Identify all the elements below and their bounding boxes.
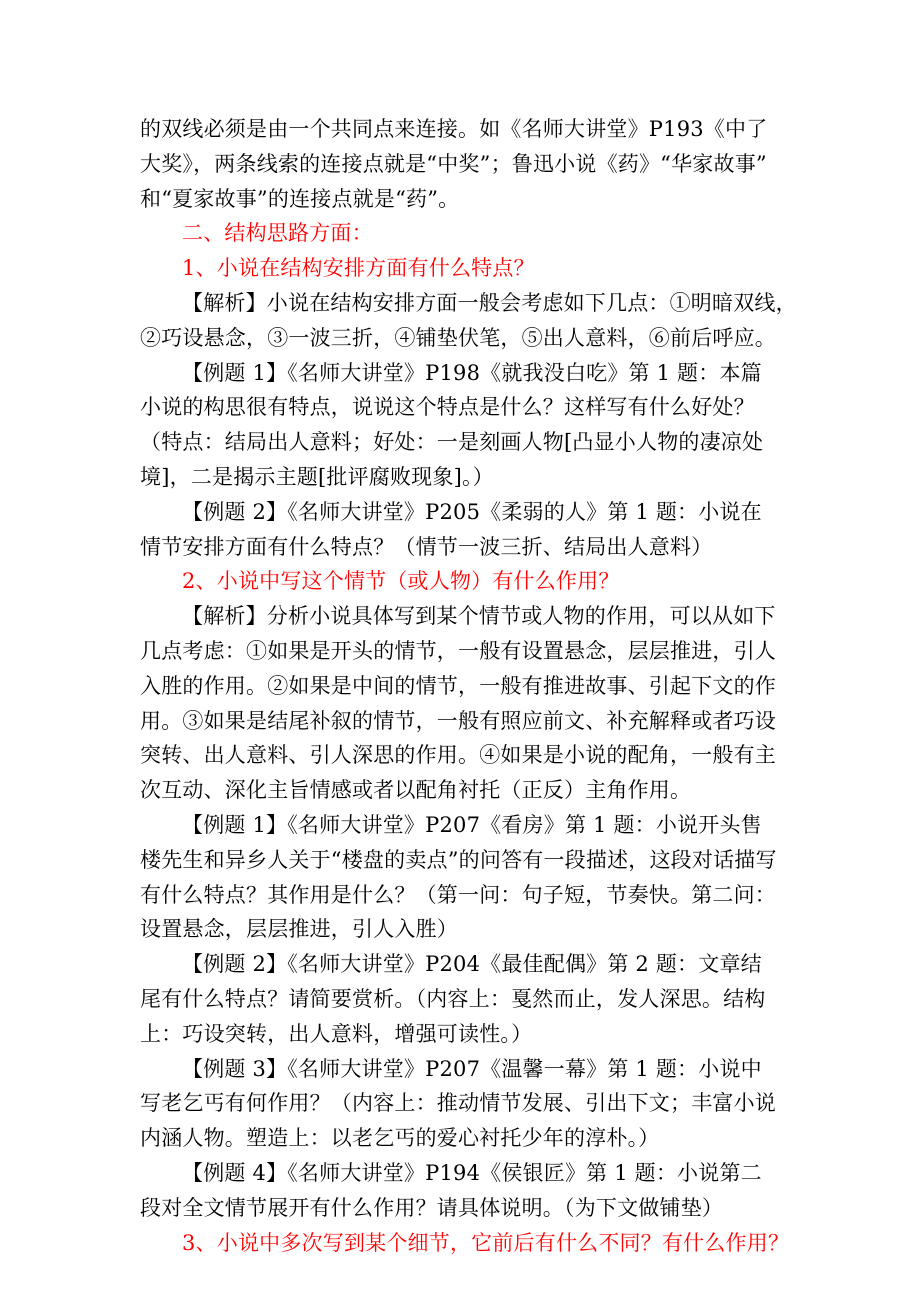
paragraph-line: 设置悬念，层层推进，引人入胜） [140,917,458,942]
paragraph-line: 尾有什么特点？请简要赏析。（内容上：戛然而止，发人深思。结构 [140,986,766,1011]
section-heading-line: 2、小说中写这个情节（或人物）有什么作用？ [182,569,620,594]
paragraph-line: 大奖》，两条线索的连接点就是“中奖”；鲁迅小说《药》“华家故事” [140,151,767,176]
paragraph-line: 段对全文情节展开有什么作用？请具体说明。（为下文做铺垫） [140,1195,724,1220]
paragraph-line: 突转、出人意料、引人深思的作用。④如果是小说的配角，一般有主 [140,743,776,768]
paragraph-line: 写老乞丐有何作用？（内容上：推动情节发展、引出下文；丰富小说 [140,1091,776,1116]
paragraph-line: 情节安排方面有什么特点？（情节一波三折、结局出人意料） [140,534,713,559]
section-heading-line: 1、小说在结构安排方面有什么特点？ [182,256,535,281]
paragraph-line: 上：巧设突转，出人意料，增强可读性。） [140,1021,533,1046]
document-body [140,112,797,1260]
paragraph-line: 次互动、深化主旨情感或者以配角衬托（正反）主角作用。 [140,778,692,803]
paragraph-line: 境]，二是揭示主题[批评腐败现象]。） [140,464,494,489]
paragraph-line: 【解析】分析小说具体写到某个情节或人物的作用，可以从如下 [182,604,776,629]
paragraph-line: 【例题 3】《名师大讲堂》P207《温馨一幕》第 1 题：小说中 [182,1056,762,1081]
paragraph-line: 【解析】小说在结构安排方面一般会考虑如下几点：①明暗双线， [182,290,797,315]
paragraph-line: 用。③如果是结尾补叙的情节，一般有照应前文、补充解释或者巧设 [140,708,776,733]
paragraph-line: 入胜的作用。②如果是中间的情节，一般有推进故事、引起下文的作 [140,673,776,698]
section-heading-line: 3、小说中多次写到某个细节，它前后有什么不同？有什么作用？ [182,1230,790,1255]
paragraph-line: 【例题 2】《名师大讲堂》P204《最佳配偶》第 2 题：文章结 [182,952,762,977]
paragraph-line: 【例题 1】《名师大讲堂》P198《就我没白吃》第 1 题：本篇 [182,360,762,385]
section-heading-line: 二、结构思路方面： [182,221,373,246]
paragraph-line: 【例题 4】《名师大讲堂》P194《侯银匠》第 1 题：小说第二 [182,1160,762,1185]
paragraph-line: 【例题 1】《名师大讲堂》P207《看房》第 1 题：小说开头售 [182,812,762,837]
paragraph-line: 楼先生和异乡人关于“楼盘的卖点”的问答有一段描述，这段对话描写 [140,847,777,872]
paragraph-line: 【例题 2】《名师大讲堂》P205《柔弱的人》第 1 题：小说在 [182,499,762,524]
paragraph-line: 几点考虑：①如果是开头的情节，一般有设置悬念，层层推进，引人 [140,638,776,663]
paragraph-line: 和“夏家故事”的连接点就是“药”。 [140,186,460,211]
paragraph-line: （特点：结局出人意料；好处：一是刻画人物[凸显小人物的凄凉处 [140,430,764,455]
paragraph-line: 的双线必须是由一个共同点来连接。如《名师大讲堂》P193《中了 [140,117,768,141]
paragraph-line: ②巧设悬念，③一波三折，④铺垫伏笔，⑤出人意料，⑥前后呼应。 [140,325,776,350]
paragraph-line: 小说的构思很有特点，说说这个特点是什么？这样写有什么好处？ [140,395,755,420]
paragraph-line: 有什么特点？其作用是什么？（第一问：句子短，节奏快。第二问： [140,882,776,907]
paragraph-line: 内涵人物。塑造上：以老乞丐的爱心衬托少年的淳朴。） [140,1126,660,1151]
